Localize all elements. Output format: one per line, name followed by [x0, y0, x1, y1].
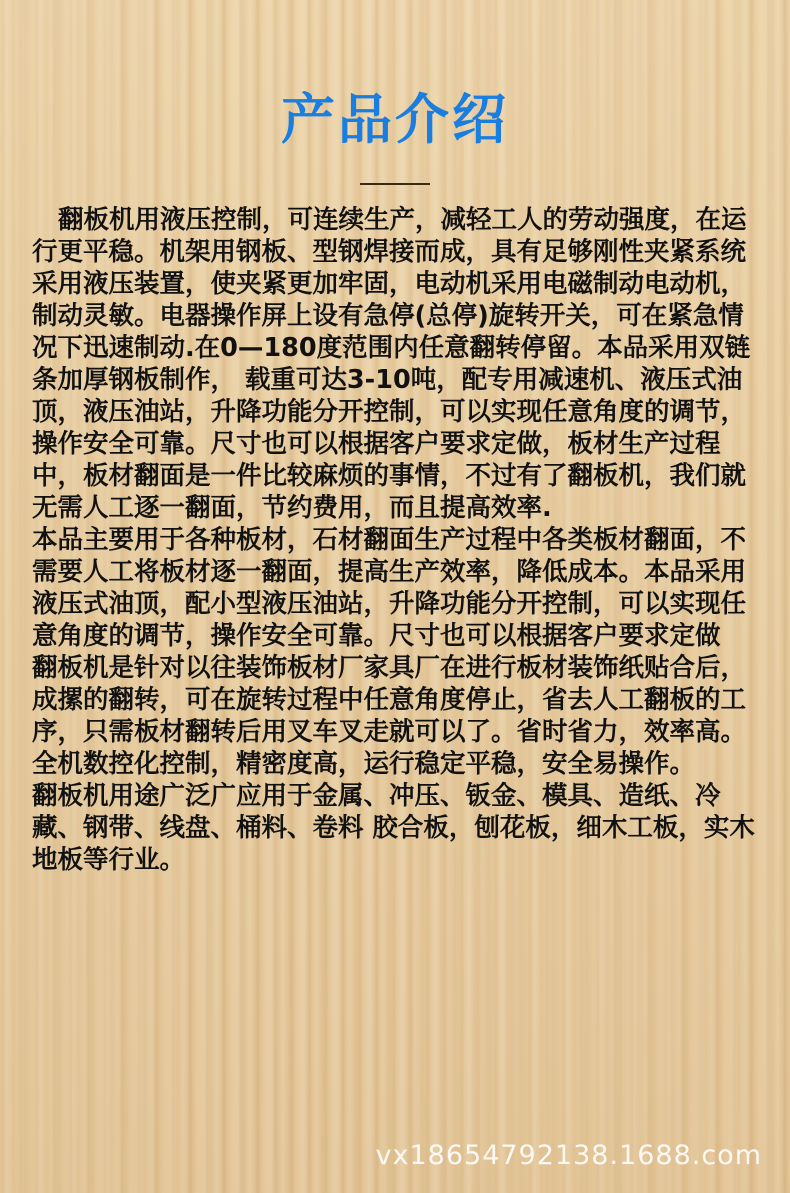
title-divider: [360, 183, 430, 185]
page-title: 产品介绍: [281, 88, 509, 152]
description-paragraph-3: 翻板机是针对以往装饰板材厂家具厂在进行板材装饰纸贴合后，成摞的翻转，可在旋转过程中任意角度停止，省去人工翻板的工序，只需板材翻转后用叉车叉走就可以了。省时省力，效率高。全机数控化控制，精密度高，运行稳定平稳，安全易操作。: [32, 653, 747, 779]
product-description: [32, 204, 768, 876]
description-paragraph-1: 翻板机用液压控制，可连续生产，减轻工人的劳动强度，在运行更平稳。机架用钢板、型钢焊接而成，具有足够刚性夹紧系统采用液压装置，使夹紧更加牢固，电动机采用电磁制动电动机，制动灵敏。电器操作屏上设有急停(总停)旋转开关，可在紧急情况下迅速制动.在0—180度范围内任意翻转停留。本品采用双链条加厚钢板制作， 载重可达3-10吨，配专用减速机、液压式油顶，液压油站，升降功能分开控制，可以实现任意角度的调节，操作安全可靠。尺寸也可以根据客户要求定做，板材生产过程中，板材翻面是一件比较麻烦的事情，不过有了翻板机，我们就无需人工逐一翻面，节约费用，而且提高效率.: [32, 205, 751, 523]
description-paragraph-4: 翻板机用途广泛广应用于金属、冲压、钣金、模具、造纸、冷藏、钢带、线盘、桶料、卷料 胶合板，刨花板，细木工板，实木地板等行业。: [32, 781, 755, 875]
description-paragraph-2: 本品主要用于各种板材，石材翻面生产过程中各类板材翻面，不需要人工将板材逐一翻面，提高生产效率，降低成本。本品采用液压式油顶，配小型液压油站，升降功能分开控制，可以实现任意角度的调节，操作安全可靠。尺寸也可以根据客户要求定做: [32, 525, 747, 651]
watermark-text: vx18654792138.1688.com: [375, 1140, 762, 1171]
